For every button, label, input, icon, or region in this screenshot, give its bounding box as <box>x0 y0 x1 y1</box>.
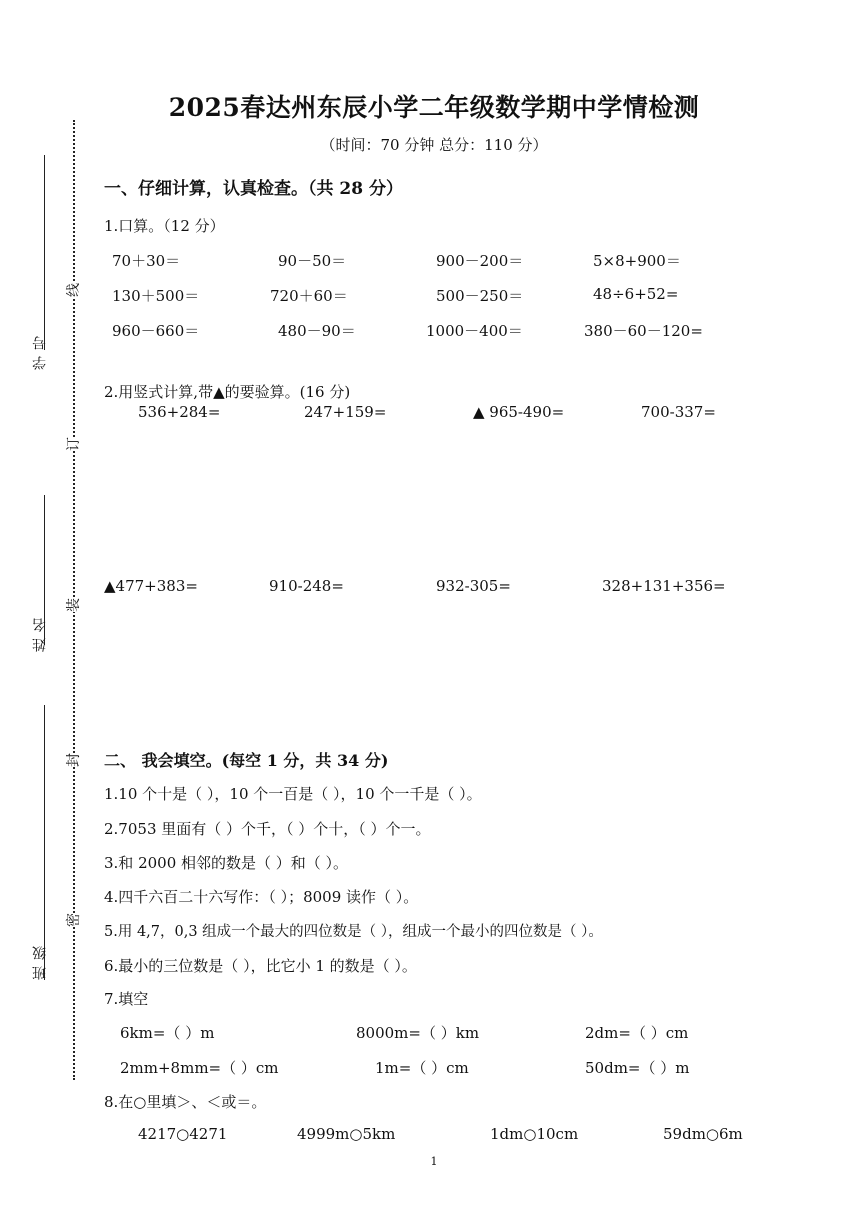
class-line <box>44 705 45 980</box>
unit-conversion-item: 2mm+8mm=（ ）cm <box>120 1059 279 1077</box>
oral-calc-item: 90－50＝ <box>278 252 347 270</box>
compare-item: 1dm○10cm <box>490 1125 579 1143</box>
fill-question: 7.填空 <box>104 990 149 1008</box>
vertical-calc-item: 910-248= <box>269 577 344 595</box>
unit-conversion-item: 50dm=（ ）m <box>585 1059 690 1077</box>
unit-conversion-item: 2dm=（ ）cm <box>585 1024 689 1042</box>
oral-calc-item: 900－200＝ <box>436 252 524 270</box>
binding-char-ding: 订 <box>61 437 85 451</box>
vertical-calc-item: 536+284= <box>138 403 221 421</box>
compare-item: 59dm○6m <box>663 1125 743 1143</box>
unit-conversion-item: 1m=（ ）cm <box>375 1059 469 1077</box>
oral-calc-item: 5×8+900＝ <box>593 252 681 270</box>
compare-item: 4999m○5km <box>297 1125 396 1143</box>
q1-title: 1.口算。（12 分） <box>104 217 225 235</box>
oral-calc-item: 720＋60＝ <box>270 287 348 305</box>
oral-calc-item: 130＋500＝ <box>112 287 200 305</box>
binding-char-mi: 密 <box>61 913 85 927</box>
vertical-calc-item: ▲ 965-490= <box>473 403 565 421</box>
fill-question: 1.10 个十是（ ），10 个一百是（ ），10 个一千是（ ）。 <box>104 785 482 803</box>
vertical-calc-item: ▲477+383= <box>104 577 198 595</box>
class-label: 班级 <box>32 940 48 980</box>
page-subtitle: （时间：70 分钟 总分：110 分） <box>320 136 548 154</box>
oral-calc-item: 1000－400＝ <box>426 322 523 340</box>
section2-heading: 二、 我会填空。(每空 1 分，共 34 分) <box>104 751 389 770</box>
vertical-calc-item: 932-305= <box>436 577 511 595</box>
oral-calc-item: 48÷6+52= <box>593 285 679 303</box>
unit-conversion-item: 6km=（ ）m <box>120 1024 215 1042</box>
binding-char-zhuang: 装 <box>61 598 85 612</box>
vertical-calc-item: 700-337= <box>641 403 716 421</box>
compare-item: 4217○4271 <box>138 1125 228 1143</box>
binding-char-feng: 封 <box>61 753 85 767</box>
vertical-calc-item: 328+131+356= <box>602 577 726 595</box>
fill-question: 6.最小的三位数是（ ），比它小 1 的数是（ ）。 <box>104 957 417 975</box>
student-id-line <box>44 155 45 350</box>
oral-calc-item: 70＋30＝ <box>112 252 181 270</box>
page-title: 2025春达州东辰小学二年级数学期中学情检测 <box>168 93 700 122</box>
fill-question: 3.和 2000 相邻的数是（ ）和（ ）。 <box>104 854 349 872</box>
unit-conversion-item: 8000m=（ ）km <box>356 1024 480 1042</box>
fill-question: 2.7053 里面有（ ）个千，（ ）个十，（ ）个一。 <box>104 820 431 838</box>
name-label: 姓名 <box>32 612 48 652</box>
q2-title: 2.用竖式计算,带▲的要验算。(16 分) <box>104 383 351 401</box>
q8-title: 8.在○里填＞、＜或＝。 <box>104 1093 267 1111</box>
oral-calc-item: 500－250＝ <box>436 287 524 305</box>
oral-calc-item: 480－90＝ <box>278 322 356 340</box>
fill-question: 4.四千六百二十六写作：（ ）；8009 读作（ ）。 <box>104 888 419 906</box>
fill-question: 5.用 4,7，0,3 组成一个最大的四位数是（ ），组成一个最小的四位数是（ ）。 <box>104 924 603 940</box>
vertical-calc-item: 247+159= <box>304 403 387 421</box>
binding-char-xian: 线 <box>61 283 85 297</box>
student-id-label: 学号 <box>32 330 48 370</box>
section1-heading: 一、仔细计算，认真检查。（共 28 分） <box>104 179 403 199</box>
oral-calc-item: 960－660＝ <box>112 322 200 340</box>
page-number: 1 <box>430 1155 438 1168</box>
oral-calc-item: 380－60－120= <box>584 322 703 340</box>
